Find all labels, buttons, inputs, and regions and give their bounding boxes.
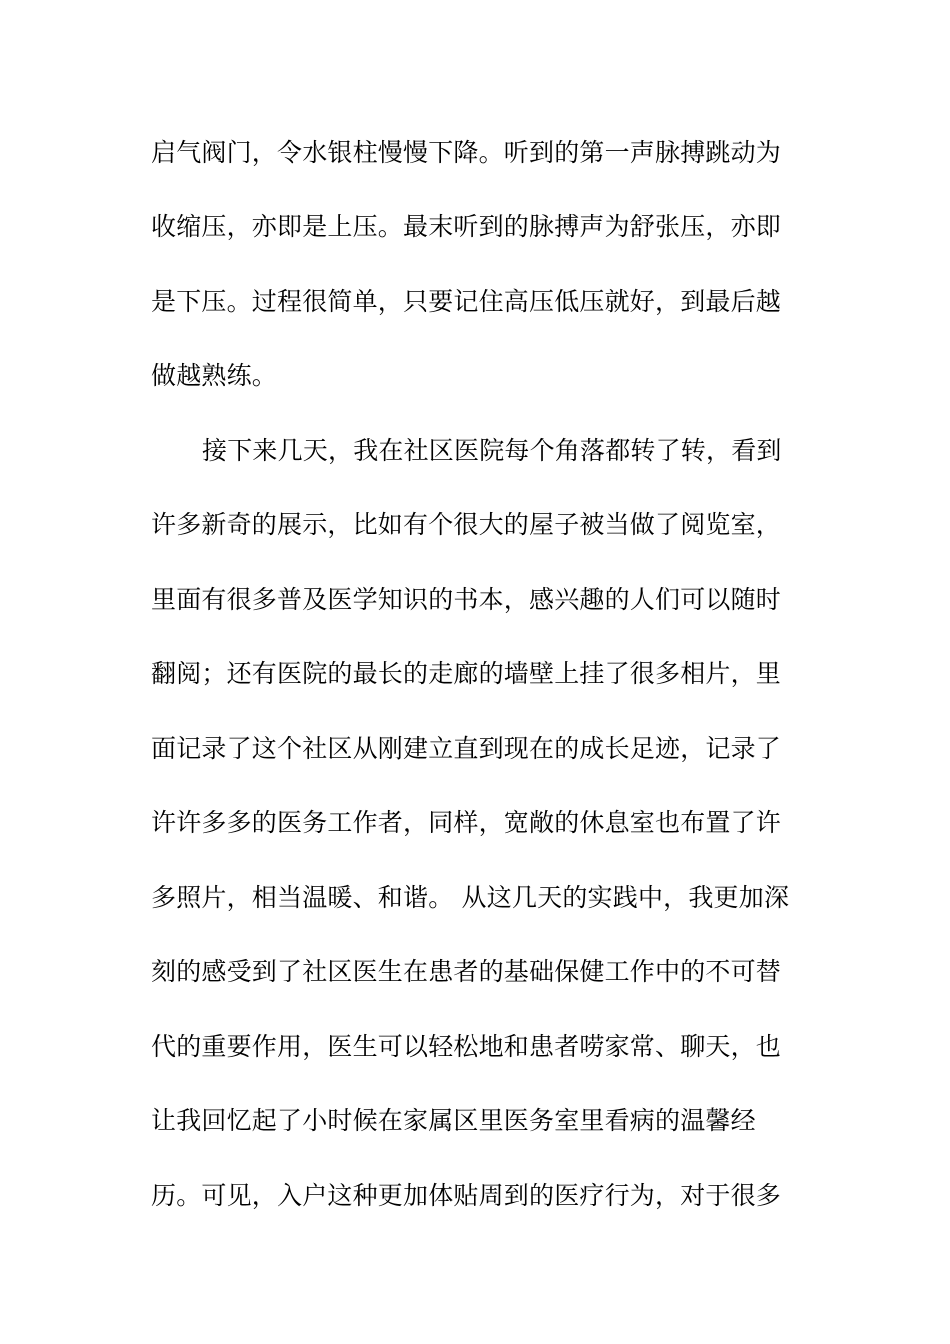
text-line: 代的重要作用，医生可以轻松地和患者唠家常、聊天，也 xyxy=(151,1032,782,1061)
text-line: 收缩压，亦即是上压。最末听到的脉搏声为舒张压，亦即 xyxy=(151,212,782,241)
text-line: 刻的感受到了社区医生在患者的基础保健工作中的不可替 xyxy=(151,957,782,986)
text-line: 许多新奇的展示，比如有个很大的屋子被当做了阅览室， xyxy=(151,510,782,539)
paragraph-first-line: 接下来几天，我在社区医院每个角落都转了转，看到 xyxy=(202,436,782,465)
text-line: 里面有很多普及医学知识的书本，感兴趣的人们可以随时 xyxy=(151,585,782,614)
text-line: 让我回忆起了小时候在家属区里医务室里看病的温馨经 xyxy=(151,1106,756,1135)
text-line: 许许多多的医务工作者，同样，宽敞的休息室也布置了许 xyxy=(151,808,782,837)
text-line: 面记录了这个社区从刚建立直到现在的成长足迹，记录了 xyxy=(151,734,782,763)
text-line: 是下压。过程很简单，只要记住高压低压就好，到最后越 xyxy=(151,287,782,316)
text-line: 历。可见，入户这种更加体贴周到的医疗行为，对于很多 xyxy=(151,1181,782,1210)
text-line: 翻阅；还有医院的最长的走廊的墙壁上挂了很多相片，里 xyxy=(151,659,782,688)
text-line: 做越熟练。 xyxy=(151,361,278,390)
text-line: 多照片，相当温暖、和谐。 从这几天的实践中，我更加深 xyxy=(151,883,790,912)
text-line: 启气阀门，令水银柱慢慢下降。听到的第一声脉搏跳动为 xyxy=(151,138,782,167)
